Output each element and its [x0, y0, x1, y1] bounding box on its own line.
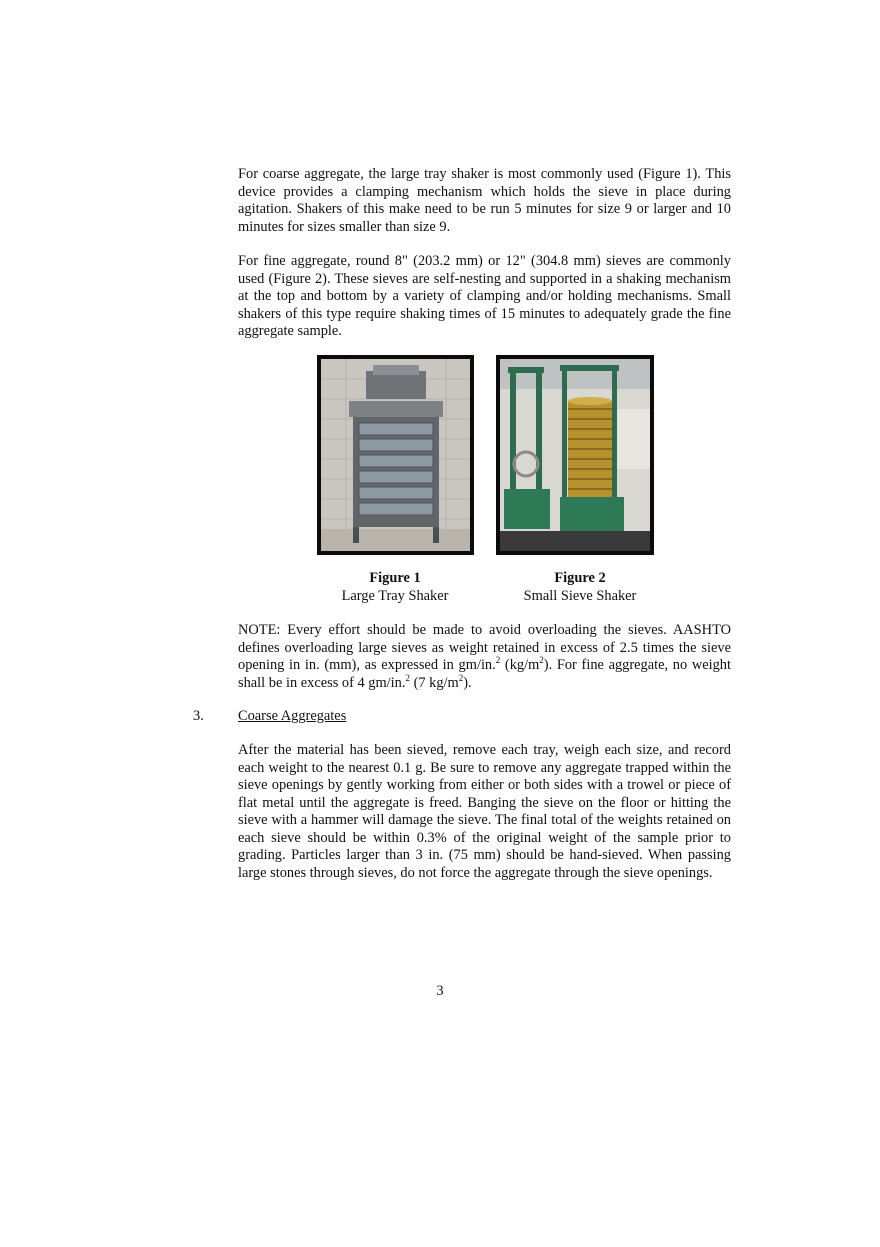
- note-text-5: ).: [463, 674, 472, 691]
- paragraph-coarse-aggregates: After the material has been sieved, remove each tray, weigh each size, and record each weight to the nearest 0.1 g. Be sure to remove any aggregate trapped within the sieve openings by gently working from either or both sides with a trowel or piece of flat metal until the aggregate is freed. Banging the sieve on the floor or hitting the sieve with a hammer will damage the sieve. The final total of the weights retained on each sieve should be within 0.3% of the original weight of the sample prior to grading. Particles larger than 3 in. (75 mm) should be hand-sieved. When passing large stones through sieves, do not force the aggregate through the sieve openings.: [238, 742, 731, 881]
- figure-2-title: Figure 2: [554, 570, 606, 586]
- note-text-2: (kg/m: [500, 657, 540, 673]
- note-text-1: NOTE: Every effort should be made to avoid overloading the sieves. AASHTO defines overloading large sieves as weight retained in excess of 2.5 times the sieve opening in in. (mm), as expressed in gm/in.: [238, 622, 731, 673]
- figure-2-image: [496, 355, 654, 555]
- figure-1-title: Figure 1: [369, 570, 421, 586]
- paragraph-coarse-shaker: For coarse aggregate, the large tray shaker is most commonly used (Figure 1). This device provides a clamping mechanism which holds the sieve in place during agitation. Shakers of this make need to be run 5 minutes for size 9 or larger and 10 minutes for sizes smaller than size 9.: [238, 166, 731, 235]
- figure-1-image: [317, 355, 474, 555]
- figure-2-subtitle: Small Sieve Shaker: [523, 587, 637, 604]
- note-sup-4: 2: [458, 672, 464, 683]
- note-text-3: ). For fine aggregate, no weight shall be in excess of 4 gm/in.: [238, 657, 731, 691]
- figure-1-subtitle: Large Tray Shaker: [341, 587, 449, 604]
- section-number: 3.: [193, 708, 204, 724]
- figure-1-caption: [315, 570, 475, 605]
- note-sup-3: 2: [405, 672, 410, 683]
- section-title: Coarse Aggregates: [238, 708, 347, 724]
- paragraph-fine-shaker: For fine aggregate, round 8" (203.2 mm) or 12" (304.8 mm) sieves are commonly used (Figure 2). These sieves are self-nesting and supported in a shaking mechanism at the top and bottom by a variety of clamping and/or holding mechanisms. Small shakers of this type require shaking times of 15 minutes to adequately grade the fine aggregate sample.: [238, 253, 731, 339]
- note-paragraph: [238, 622, 731, 692]
- note-sup-2: 2: [539, 655, 544, 666]
- note-sup-1: 2: [495, 655, 501, 666]
- page-number: 3: [436, 983, 444, 999]
- note-text-4: (7 kg/m: [409, 674, 459, 691]
- figure-2-caption: [500, 570, 660, 605]
